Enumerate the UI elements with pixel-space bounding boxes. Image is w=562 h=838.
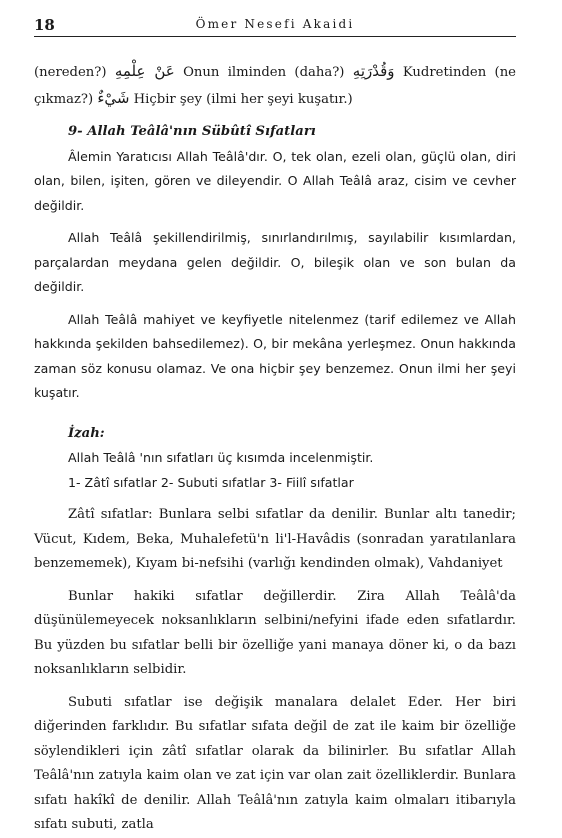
paragraph-1: Âlemin Yaratıcısı Allah Teâlâ'dır. O, tek olan, ezeli olan, güçlü olan, diri olan, bilen, işiten, gören ve dileyendir. O Allah Teâlâ araz, cisim ve cevher değildir. [34, 148, 516, 213]
intro-text-1: (nereden?) [34, 65, 115, 80]
arabic-phrase-3: شَيْءٌ [97, 88, 130, 107]
paragraph-3: Allah Teâlâ mahiyet ve keyfiyetle nitelenmez (tarif edilemez ve Allah hakkında şekilden bahsedilemez). O, bir mekâna yerleşmez. Onun hakkında zaman söz konusu olamaz. Ve ona hiçbir şey benzemez. Onun ilmi her şeyi kuşatır. [34, 311, 516, 400]
intro-text-3: Kudretinden (ne çıkmaz?) [34, 65, 516, 107]
intro-text-4: Hiçbir şey (ilmi her şeyi kuşatır.) [129, 91, 353, 107]
paragraph-6: Zâtî sıfatlar: Bunlara selbi sıfatlar da denilir. Bunlar altı tanedir; Vücut, Kıdem, Beka, Muhalefetü'n li'l-Havâdis (sonradan yaratılanlara benzememek), Kıyam bi-nefsihi (varlığı kendinden olmak), Vahdaniyet [34, 507, 516, 571]
page-header [34, 14, 516, 37]
page-body [34, 59, 516, 838]
intro-text-2: Onun ilminden (daha?) [174, 65, 353, 80]
paragraph-5: 1- Zâtî sıfatlar 2- Subuti sıfatlar 3- Fiilî sıfatlar [68, 474, 354, 490]
izah-label: İzah: [68, 425, 105, 441]
running-title: Ömer Nesefi Akaidi [195, 17, 355, 31]
page-number: 18 [34, 16, 55, 34]
intro-paragraph [34, 59, 516, 112]
section-heading: 9- Allah Teâlâ'nın Sübûtî Sıfatları [68, 124, 316, 139]
paragraph-7: Bunlar hakiki sıfatlar değillerdir. Zira Allah Teâlâ'da düşünülemeyecek noksanlıkların selbini/nefyini ifade eden sıfatlardır. Bu yüzden bu sıfatlar belli bir özelliğe yani manaya döner ki, o da bazı noksanlıkların selbidir. [34, 588, 516, 677]
paragraph-8: Subuti sıfatlar ise değişik manalara delalet Eder. Her biri diğerinden farklıdır. Bu sıfatlar sıfata değil de zat ile kaim bir özelliğe söylendikleri için zâtî sıfatlar olarak da bilinirler. Bu sıfatlar Allah Teâlâ'nın zatıyla kaim olan ve zat için var olan zait özelliklerdir. Bunlara sıfatı hakîkî de denilir. Allah Teâlâ'nın zatıyla kaim olmaları itibarıyla sıfatı subuti, zatla [34, 694, 516, 832]
paragraph-4: Allah Teâlâ 'nın sıfatları üç kısımda incelenmiştir. [68, 450, 374, 465]
paragraph-2: Allah Teâlâ şekillendirilmiş, sınırlandırılmış, sayılabilir kısımlardan, parçalardan meydana gelen değildir. O, bileşik olan ve son bulan da değildir. [34, 230, 516, 294]
arabic-phrase-2: وَقُدْرَتِهِ [352, 62, 395, 80]
arabic-phrase-1: عَنْ عِلْمِهِ [114, 62, 175, 80]
